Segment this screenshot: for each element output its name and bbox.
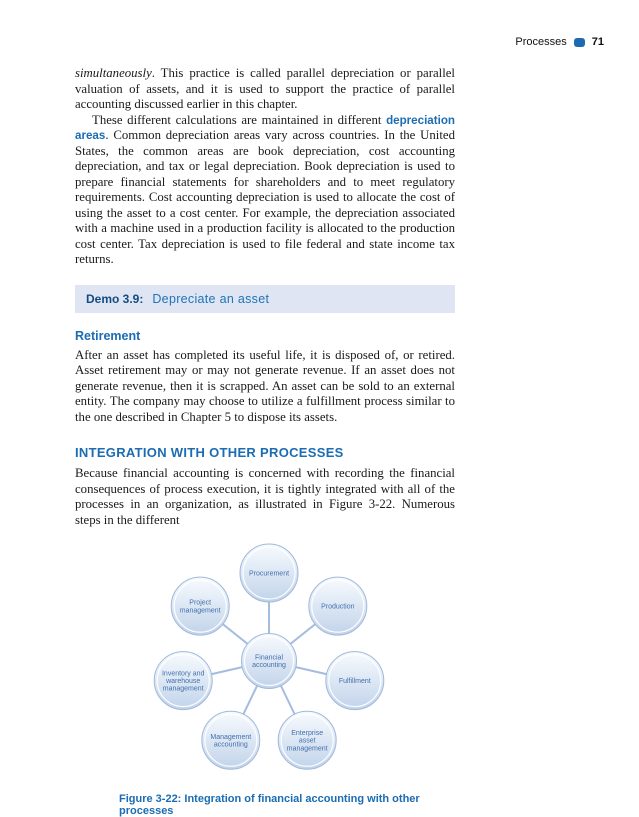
paragraph-depreciation-areas bbox=[75, 113, 455, 268]
diagram-node-enterprise-asset-management-label: Enterprise asset management bbox=[286, 730, 328, 753]
paragraph-retirement: After an asset has completed its useful life, it is disposed of, or retired. Asset retirement may or may not generate revenue. If an asset does not generate revenue, then it is scrapped. An asset can be sold to an external entity. The company may choose to utilize a fulfillment process similar to the one described in Chapter 5 to dispose its assets. bbox=[75, 347, 455, 424]
paragraph-integration: Because financial accounting is concerned with recording the financial consequences of process execution, it is tightly integrated with all of the processes in an organization, as illustrated in Figure 3-22. Numerous steps in the different bbox=[75, 466, 455, 527]
diagram-node-project-management-label: Project management bbox=[179, 599, 221, 615]
paragraph-lead-rest: . This practice is called parallel depreciation or parallel valuation of assets, and it is used to support the practice of parallel accounting discussed earlier in this chapter. bbox=[75, 66, 455, 111]
demo-label: Demo 3.9: bbox=[86, 291, 144, 306]
figure-caption: Figure 3-22: Integration of financial accounting with other processes bbox=[119, 793, 420, 817]
diagram-node-fulfillment bbox=[326, 652, 384, 710]
running-header bbox=[515, 36, 604, 48]
demo-title: Depreciate an asset bbox=[152, 291, 270, 306]
header-square-icon bbox=[574, 38, 585, 47]
paragraph2-before-term: These different calculations are maintained in different bbox=[92, 112, 387, 127]
integration-diagram bbox=[139, 536, 399, 786]
diagram-node-inventory-and-warehouse-management bbox=[154, 652, 212, 710]
diagram-node-project-management bbox=[171, 577, 229, 635]
text-column bbox=[75, 0, 455, 817]
italic-lead-word: simultaneously bbox=[75, 66, 152, 80]
diagram-node-production-label: Production bbox=[321, 603, 355, 611]
demo-callout-box bbox=[75, 285, 455, 313]
diagram-node-financial-accounting bbox=[242, 634, 297, 689]
diagram-node-enterprise-asset-management bbox=[278, 711, 336, 769]
diagram-node-financial-accounting-label: Financial accounting bbox=[252, 654, 286, 670]
diagram-node-management-accounting-label: Management accounting bbox=[210, 733, 252, 749]
diagram-node-management-accounting bbox=[202, 711, 260, 769]
key-term-depreciation-areas: depreciation areas bbox=[75, 113, 455, 142]
heading-retirement: Retirement bbox=[75, 328, 141, 343]
diagram-node-procurement-label: Procurement bbox=[248, 570, 290, 578]
running-header-section: Processes bbox=[515, 36, 567, 48]
diagram-node-production bbox=[309, 577, 367, 635]
diagram-node-procurement bbox=[240, 544, 298, 602]
diagram-node-fulfillment-label: Fulfillment bbox=[338, 678, 371, 685]
heading-integration: INTEGRATION WITH OTHER PROCESSES bbox=[75, 445, 344, 460]
paragraph-parallel-depreciation bbox=[75, 66, 455, 113]
paragraph2-after-term: . Common depreciation areas vary across countries. In the United States, the common areas are book depreciation, cost accounting depreciation, and tax or legal depreciation. Book depreciation is used to prepare financial statements for shareholders and to meet regulatory requirements. Cost accounting depreciation is used to allocate the cost of using the asset to a cost center. For example, the depreciation associated with a machine used in a production facility is allocated to the production cost center. Tax depreciation is used to file federal and state income tax returns. bbox=[75, 128, 455, 266]
diagram-node-inventory-and-warehouse-management-label: Inventory and warehouse management bbox=[161, 670, 205, 693]
page-number: 71 bbox=[591, 36, 604, 48]
figure-3-22 bbox=[139, 536, 455, 791]
